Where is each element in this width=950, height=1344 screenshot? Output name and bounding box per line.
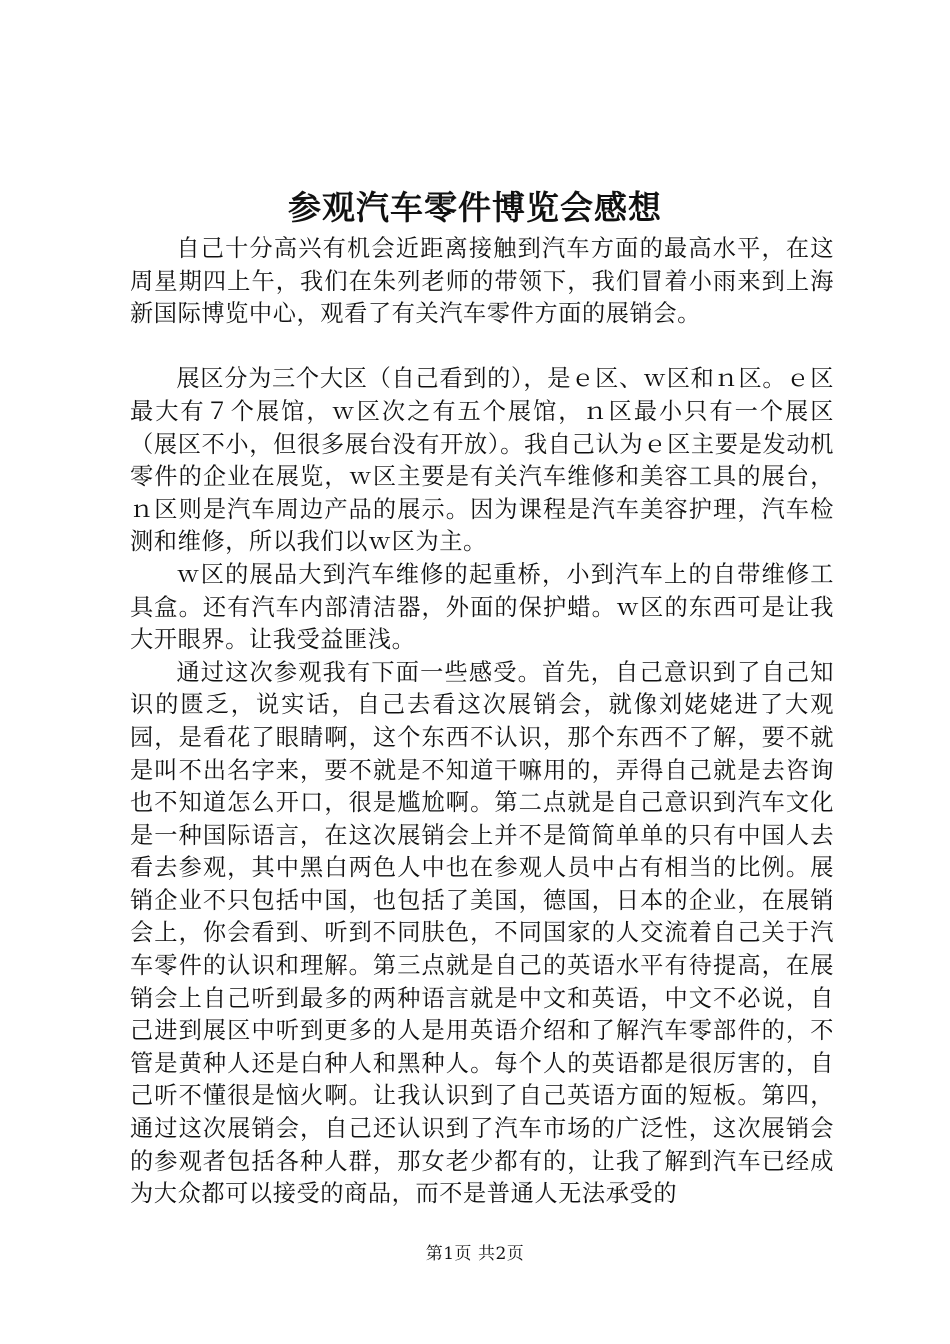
document-title: 参观汽车零件博览会感想 xyxy=(288,188,662,227)
document-body xyxy=(130,233,834,1211)
paragraph-2: 展区分为三个大区（自己看到的），是ｅ区、ｗ区和ｎ区。ｅ区最大有７个展馆，ｗ区次之有五个展馆，ｎ区最小只有一个展区（展区不小，但很多展台没有开放）。我自己认为ｅ区主要是发动机零件的企业在展览，ｗ区主要是有关汽车维修和美容工具的展台，ｎ区则是汽车周边产品的展示。因为课程是汽车美容护理，汽车检测和维修，所以我们以ｗ区为主。 xyxy=(130,365,834,556)
page-footer: 第1页 共2页 xyxy=(425,1244,525,1264)
paragraph-1: 自己十分高兴有机会近距离接触到汽车方面的最高水平，在这周星期四上午，我们在朱列老师的带领下，我们冒着小雨来到上海新国际博览中心，观看了有关汽车零件方面的展销会。 xyxy=(130,235,834,328)
paragraph-3: ｗ区的展品大到汽车维修的起重桥，小到汽车上的自带维修工具盒。还有汽车内部清洁器，外面的保护蜡。ｗ区的东西可是让我大开眼界。让我受益匪浅。 xyxy=(130,560,834,654)
paragraph-4: 通过这次参观我有下面一些感受。首先，自己意识到了自己知识的匮乏，说实话，自己去看这次展销会，就像刘姥姥进了大观园，是看花了眼睛啊，这个东西不认识，那个东西不了解，要不就是叫不出名字来，要不就是不知道干嘛用的，弄得自己就是去咨询也不知道怎么开口，很是尴尬啊。第二点就是自己意识到汽车文化是一种国际语言，在这次展销会上并不是简简单单的只有中国人去看去参观，其中黑白两色人中也在参观人员中占有相当的比例。展销企业不只包括中国，也包括了美国，德国，日本的企业，在展销会上，你会看到、听到不同肤色，不同国家的人交流着自己关于汽车零件的认识和理解。第三点就是自己的英语水平有待提高，在展销会上自己听到最多的两种语言就是中文和英语，中文不必说，自己进到展区中听到更多的人是用英语介绍和了解汽车零部件的，不管是黄种人还是白种人和黑种人。每个人的英语都是很厉害的，自己听不懂很是恼火啊。让我认识到了自己英语方面的短板。第四，通过这次展销会，自己还认识到了汽车市场的广泛性，这次展销会的参观者包括各种人群，那女老少都有的，让我了解到汽车已经成为大众都可以接受的商品，而不是普通人无法承受的 xyxy=(130,658,834,1208)
